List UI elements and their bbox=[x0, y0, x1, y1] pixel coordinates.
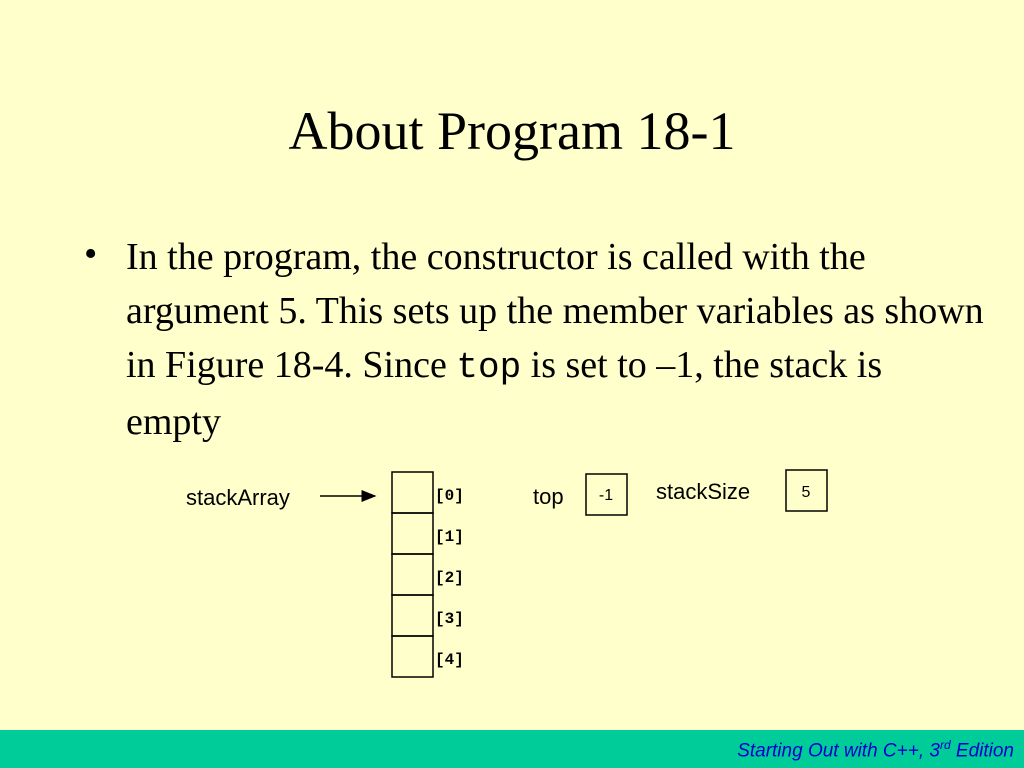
bullet-text-part2: is set to –1, the stack is empty bbox=[126, 344, 883, 443]
array-index: [3] bbox=[435, 610, 464, 628]
footer-superscript: rd bbox=[939, 738, 951, 752]
stack-array-label: stackArray bbox=[186, 485, 290, 510]
top-label: top bbox=[533, 484, 564, 509]
footer-bar bbox=[0, 730, 1024, 768]
footer-title: Starting Out with C++, 3 bbox=[737, 740, 940, 762]
array-indices bbox=[435, 487, 464, 669]
top-value: -1 bbox=[598, 487, 614, 504]
stack-size-value: 5 bbox=[801, 484, 811, 501]
stack-size-label: stackSize bbox=[656, 479, 751, 504]
slide-title: About Program 18-1 bbox=[288, 101, 736, 161]
bullet-text-part1: In the program, the constructor is called with the argument 5. This sets up the member variables as shown in Figure 18-4. Since bbox=[126, 236, 984, 386]
array-cell bbox=[392, 472, 433, 513]
bullet-point: • bbox=[84, 233, 98, 275]
footer-edition: Edition bbox=[950, 740, 1014, 762]
array-cell bbox=[392, 554, 433, 595]
array-cell bbox=[392, 636, 433, 677]
footer-text bbox=[737, 738, 1014, 762]
code-top: top bbox=[456, 347, 522, 388]
array-index: [2] bbox=[435, 569, 464, 587]
array-cell bbox=[392, 513, 433, 554]
array-cells bbox=[392, 472, 433, 677]
array-index: [1] bbox=[435, 528, 464, 546]
array-cell bbox=[392, 595, 433, 636]
array-index: [0] bbox=[435, 487, 464, 505]
array-index: [4] bbox=[435, 651, 464, 669]
